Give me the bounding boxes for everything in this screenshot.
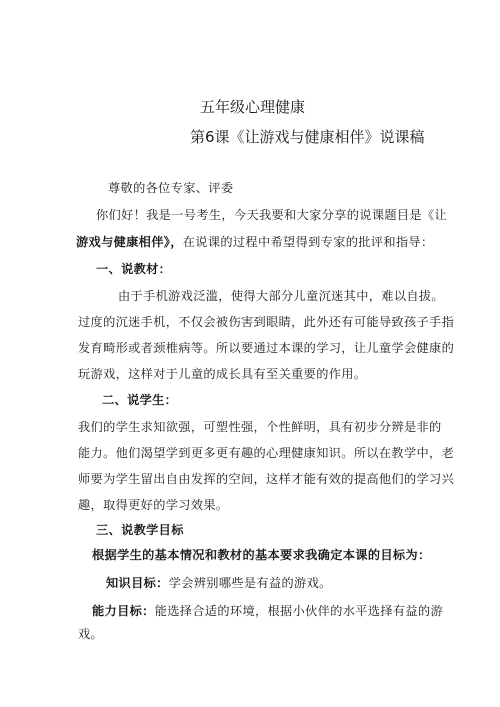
- ability-objective-line-2: 戏。: [78, 627, 104, 641]
- greeting: 尊敬的各位专家、评委: [108, 181, 234, 195]
- students-line-1: 我们的学生求知欲强，可塑性强，个性鲜明，具有初步分辨是非的: [78, 420, 442, 434]
- ability-objective-line-1: [92, 604, 443, 618]
- title-grade: 五年级心理健康: [200, 98, 306, 116]
- textbook-line-1: 由于手机游戏泛滥，使得大部分儿童沉迷其中，难以自拔。: [118, 289, 444, 303]
- title-lesson: 第6课《让游戏与健康相伴》说课稿: [190, 128, 425, 146]
- students-line-3: 师要为学生留出自由发挥的空间，这样才能有效的提高他们的学习兴: [78, 472, 455, 486]
- intro-line-2: [76, 235, 434, 249]
- section-heading-textbook: 一、说教材：: [96, 262, 172, 276]
- objectives-intro: 根据学生的基本情况和教材的基本要求我确定本课的目标为：: [92, 548, 431, 562]
- section-heading-objectives: 三、说教学目标: [96, 523, 184, 537]
- ability-text: 能选择合适的环境，根据小伙伴的水平选择有益的游: [154, 604, 444, 618]
- intro-line-1: 你们好！我是一号考生，今天我要和大家分享的说课题目是《让: [96, 208, 448, 222]
- students-line-4: 趣，取得更好的学习效果。: [78, 498, 229, 512]
- textbook-line-3: 发育畸形或者颈椎病等。所以要通过本课的学习，让儿童学会健康的: [78, 341, 455, 355]
- intro-line-2-rest: 在说课的过程中希望得到专家的批评和指导：: [182, 235, 434, 249]
- textbook-line-2: 过度的沉迷手机，不仅会被伤害到眼睛，此外还有可能导致孩子手指: [78, 315, 455, 329]
- section-heading-students: 二、说学生：: [102, 393, 178, 407]
- lesson-title-bold: 游戏与健康相伴》，: [76, 235, 183, 249]
- ability-label: 能力目标：: [92, 604, 155, 618]
- textbook-line-4: 玩游戏，这样对于儿童的成长具有至关重要的作用。: [78, 367, 367, 381]
- students-line-2: 能力。他们渴望学到更多更有趣的心理健康知识。所以在教学中，老: [78, 446, 455, 460]
- knowledge-label: 知识目标：: [106, 576, 169, 590]
- knowledge-text: 学会辨别哪些是有益的游戏。: [168, 576, 332, 590]
- knowledge-objective: [106, 576, 332, 590]
